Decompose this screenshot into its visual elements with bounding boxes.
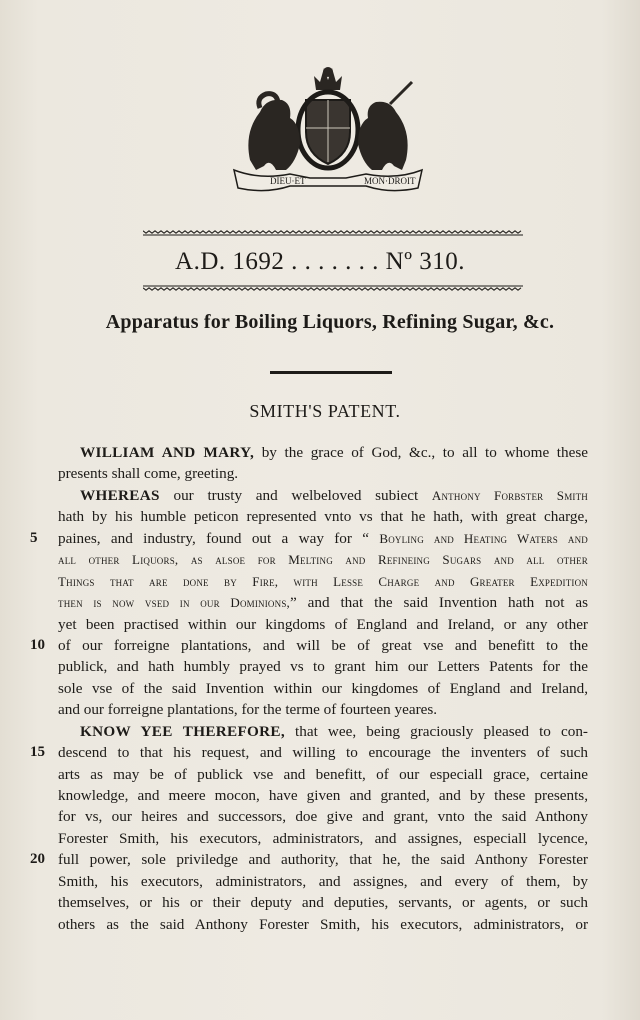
line-number: 20 xyxy=(30,851,45,868)
text-line xyxy=(58,549,588,570)
motto-right: MON·DROIT xyxy=(364,176,416,186)
text-segment: WHEREAS xyxy=(80,486,160,504)
text-segment: Boyling and Heating Waters and xyxy=(379,530,588,546)
text-line xyxy=(58,614,588,635)
text-segment: for vs, our heires and successors, doe give and grant, vnto the said Anthony xyxy=(58,808,588,826)
heading-dots: . . . . . . . xyxy=(291,248,379,275)
text-line xyxy=(58,699,588,720)
text-segment: ” and that the said Invention hath not as xyxy=(290,594,588,612)
text-segment: our trusty and welbeloved subiect xyxy=(159,486,432,504)
text-line xyxy=(58,828,588,849)
text-segment: knowledge, and meere mocon, have given and granted, and by these presents, xyxy=(58,787,588,804)
text-line xyxy=(58,571,588,592)
text-line xyxy=(58,463,588,484)
heading-number: Nº 310. xyxy=(385,248,465,275)
text-line xyxy=(30,528,588,549)
text-segment: themselves, or his or their deputy and deputies, servants, or agents, or such xyxy=(58,894,588,912)
text-line xyxy=(58,892,588,913)
line-number: 10 xyxy=(30,636,45,653)
text-segment: then is now vsed in our Dominions, xyxy=(58,595,290,611)
text-line xyxy=(30,742,588,763)
text-line xyxy=(58,506,588,527)
wavy-rule-top xyxy=(143,230,523,236)
text-segment: publick, and hath humbly prayed vs to grant him our Letters Patents for the xyxy=(58,658,588,676)
patent-body-text xyxy=(30,442,589,935)
text-line xyxy=(58,914,588,935)
text-segment: all other Liquors, as alsoe for Melting and Refineing Sugars and all other xyxy=(58,552,588,568)
heading-year: A.D. 1692 xyxy=(175,248,285,275)
title-divider xyxy=(270,371,392,374)
text-segment: arts as may be of publick vse and benefitt, of our especiall grace, certaine xyxy=(58,765,588,783)
text-segment: by the grace of God, &c., to all to whome these xyxy=(254,444,589,461)
text-segment: Anthony Forbster Smith xyxy=(431,487,588,503)
text-line xyxy=(30,849,588,870)
text-line xyxy=(58,721,588,742)
text-line xyxy=(58,485,588,506)
text-segment: Forester Smith, his executors, administrators, and assignes, especiall lycence, xyxy=(58,829,588,847)
text-segment: hath by his humble peticon represented vnto vs that he hath, with great charge, xyxy=(58,508,588,526)
royal-coat-of-arms xyxy=(230,62,426,192)
text-segment: that wee, being graciously pleased to con- xyxy=(284,722,588,740)
text-segment: paines, and industry, found out a way for “ xyxy=(58,529,380,547)
line-number: 5 xyxy=(30,529,38,546)
text-line xyxy=(58,442,588,463)
text-segment: full power, sole priviledge and authority, that he, the said Anthony Forester xyxy=(58,851,588,869)
wavy-rule-bottom xyxy=(143,285,523,291)
text-line xyxy=(58,764,588,785)
document-title: Apparatus for Boiling Liquors, Refining Sugar, &c. xyxy=(105,311,555,333)
text-line xyxy=(58,678,588,699)
text-line xyxy=(58,785,588,806)
text-segment: KNOW YEE THEREFORE, xyxy=(80,722,285,740)
text-line xyxy=(30,635,588,656)
motto-left: DIEU·ET xyxy=(270,176,306,186)
text-segment: others as the said Anthony Forester Smith, his executors, administrators, or xyxy=(58,915,588,933)
text-segment: yet been practised within our kingdoms of England and Ireland, or any other xyxy=(58,615,588,633)
text-segment: sole vse of the said Invention within our kingdomes of England and Ireland, xyxy=(58,679,588,697)
text-line xyxy=(58,656,588,677)
patent-heading xyxy=(0,248,640,276)
text-segment: descend to that his request, and willing to encourage the inventers of such xyxy=(58,744,588,762)
text-line xyxy=(58,871,588,892)
text-segment: Things that are done by Fire, with Lesse Charge and Greater Expedition xyxy=(58,573,588,589)
text-segment: Smith, his executors, administrators, and assignes, and every of them, by xyxy=(58,872,588,890)
line-number: 15 xyxy=(30,744,45,761)
text-line xyxy=(58,592,588,613)
text-segment: WILLIAM AND MARY, xyxy=(80,444,255,461)
text-line xyxy=(58,806,588,827)
text-segment: and our forreigne plantations, for the terme of fourteen yeares. xyxy=(58,701,438,719)
text-segment: presents shall come, greeting. xyxy=(58,465,239,483)
patent-title: SMITH'S PATENT. xyxy=(249,401,401,421)
text-segment: of our forreigne plantations, and will be of great vse and benefitt to the xyxy=(58,636,588,654)
